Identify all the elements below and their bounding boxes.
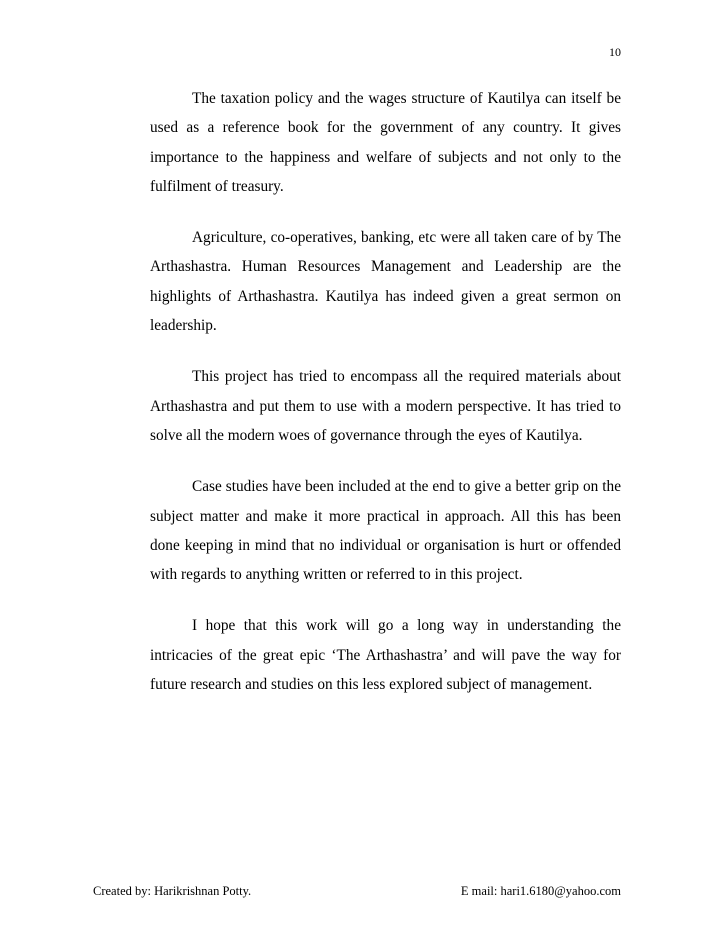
paragraph-case-studies: Case studies have been included at the end to give a better grip on the subject matter and make it more practical in approach. All this has been done keeping in mind that no individual or organisation is hurt or offended with regards to anything written or referred to in this project. [150,478,621,584]
page-number: 10 [609,45,621,59]
paragraph-conclusion: I hope that this work will go a long way in understanding the intricacies of the great epic ‘The Arthashastra’ and will pave the way for future research and studies on this less explored subject of management. [150,617,621,694]
footer-email: E mail: hari1.6180@yahoo.com [460,884,621,898]
footer-author: Created by: Harikrishnan Potty. [93,884,252,898]
paragraph-project-scope: This project has tried to encompass all the required materials about Arthashastra and put them to use with a modern perspective. It has tried to solve all the modern woes of governance through the eyes of Kautilya. [150,368,621,444]
paragraph-agriculture: Agriculture, co-operatives, banking, etc were all taken care of by The Arthashastra. Human Resources Management and Leadership are the highlights of Arthashastra. Kautilya has indeed given a great sermon on leadership. [150,229,621,335]
paragraph-taxation: The taxation policy and the wages structure of Kautilya can itself be used as a reference book for the government of any country. It gives importance to the happiness and welfare of subjects and not only to the fulfilment of treasury. [150,90,621,195]
body-text [150,84,621,721]
